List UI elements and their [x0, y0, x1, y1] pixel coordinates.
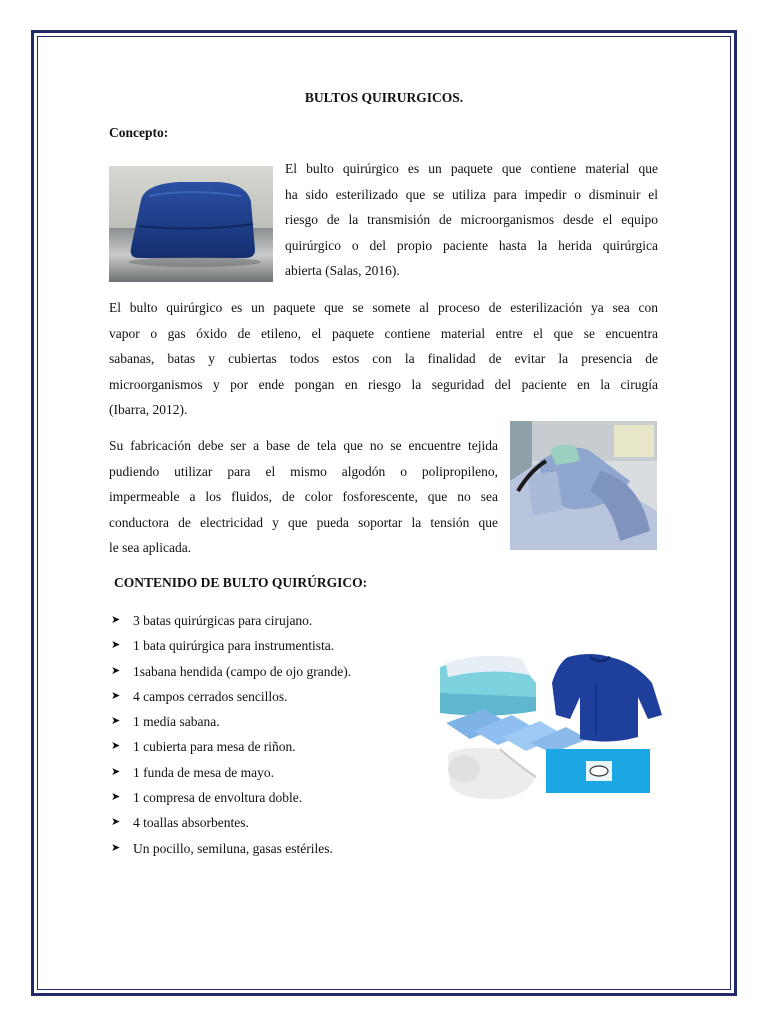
arrow-bullet-icon: ➤: [111, 664, 121, 677]
sterilization-paragraph: [109, 295, 658, 423]
contents-list: [111, 608, 351, 861]
paragraph-line: Su fabricación debe ser a base de tela que no se encuentre tejida: [109, 438, 498, 453]
list-item-text: 1 bata quirúrgica para instrumentista.: [133, 638, 335, 654]
paragraph-line: pudiendo utilizar para el mismo algodón o polipropileno,: [109, 463, 498, 479]
list-item-text: 3 batas quirúrgicas para cirujano.: [133, 613, 313, 628]
folding-drapes-photo: [510, 421, 657, 550]
document-title: BULTOS QUIRURGICOS.: [304, 90, 464, 105]
paragraph-line: vapor o gas óxido de etileno, el paquete contiene material entre el que se encuentra: [109, 325, 658, 341]
arrow-bullet-icon: ➤: [111, 689, 121, 702]
arrow-bullet-icon: ➤: [111, 765, 121, 778]
list-item-text: 1 cubierta para mesa de riñon.: [133, 739, 296, 755]
paragraph-line: impermeable a los fluidos, de color fosforescente, que no sea: [109, 489, 498, 504]
list-item: [111, 760, 351, 785]
list-item-text: 1 compresa de envoltura doble.: [133, 790, 303, 806]
list-item: [111, 608, 351, 633]
concept-paragraph: [285, 156, 658, 284]
list-item-text: 1 media sabana.: [133, 714, 220, 730]
paragraph-line: le sea aplicada.: [109, 540, 192, 555]
list-item: [111, 734, 351, 759]
paragraph-line: (Ibarra, 2012).: [109, 402, 188, 417]
list-item-text: Un pocillo, semiluna, gasas estériles.: [133, 840, 333, 856]
paragraph-line: ha sido esterilizado que se utiliza para impedir o disminuir el: [285, 186, 658, 202]
list-item: [111, 659, 351, 684]
arrow-bullet-icon: ➤: [111, 816, 121, 829]
arrow-bullet-icon: ➤: [111, 614, 121, 626]
arrow-bullet-icon: ➤: [111, 740, 121, 753]
list-item: [111, 810, 351, 835]
list-item-text: 1sabana hendida (campo de ojo grande).: [133, 663, 352, 679]
arrow-bullet-icon: ➤: [111, 715, 121, 728]
list-item-text: 4 toallas absorbentes.: [133, 815, 249, 831]
paragraph-line: conductora de electricidad y que pueda soportar la tensión que: [109, 514, 498, 530]
list-item: [111, 633, 351, 658]
paragraph-line: El bulto quirúrgico es un paquete que contiene material que: [285, 161, 658, 176]
list-item: [111, 836, 351, 861]
list-item: [111, 684, 351, 709]
paragraph-line: El bulto quirúrgico es un paquete que se somete al proceso de esterilización ya sea con: [109, 300, 658, 315]
paragraph-line: sabanas, batas y cubiertas todos estos con la finalidad de evitar la presencia de: [109, 351, 658, 366]
arrow-bullet-icon: ➤: [111, 639, 121, 652]
arrow-bullet-icon: ➤: [111, 841, 121, 854]
paragraph-line: riesgo de la transmisión de microorganismos desde el equipo: [285, 212, 658, 227]
bundle-contents-collage: [440, 653, 662, 801]
paragraph-line: quirúrgico o del propio paciente hasta la herida quirúrgica: [285, 237, 658, 253]
list-item-text: 1 funda de mesa de mayo.: [133, 764, 274, 780]
contents-heading: CONTENIDO DE BULTO QUIRÚRGICO:: [114, 575, 368, 590]
fabrication-paragraph: [109, 433, 498, 561]
concept-label: Concepto:: [109, 125, 169, 140]
arrow-bullet-icon: ➤: [111, 791, 121, 804]
paragraph-line: abierta (Salas, 2016).: [285, 263, 400, 278]
paragraph-line: microorganismos y por ende pongan en riesgo la seguridad del paciente en la cirugía: [109, 376, 658, 392]
list-item: [111, 709, 351, 734]
list-item: [111, 785, 351, 810]
surgical-bundle-photo: [109, 166, 273, 282]
list-item-text: 4 campos cerrados sencillos.: [133, 688, 288, 704]
